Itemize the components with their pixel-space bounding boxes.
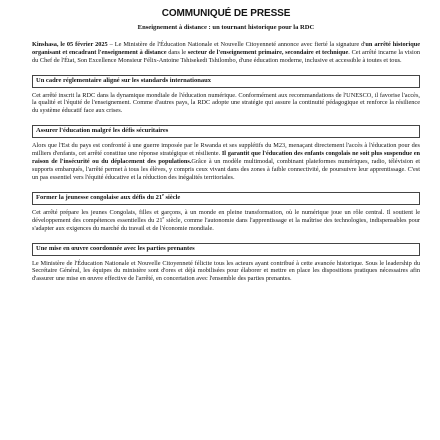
document-title: COMMUNIQUÉ DE PRESSE xyxy=(161,8,291,19)
section-heading-1: Un cadre réglementaire aligné sur les standards internationaux xyxy=(36,76,211,84)
section-body-1: Cet arrêté inscrit la RDC dans la dynamique mondiale de l'éducation numérique. Conformément aux recommandations de l'UNESCO, il favorise l'accès, la qualité et l'équité de l'enseignement. Comme d'autres pays, la RDC adopte une stratégie qui assure la continuité pédagogique et renforce la résilience du système éducatif face aux crises. xyxy=(32,91,420,115)
section-heading-2: Assurer l'éducation malgré les défis sécuritaires xyxy=(36,127,169,135)
section-heading-4: Une mise en œuvre coordonnée avec les parties prenantes xyxy=(36,244,195,252)
section-3-text-1: Cet arrêté prépare les jeunes Congolais, filles et garçons, à un monde en pleine transformation, où le numérique joue un rôle central. Il soutient le développement des compétences essentielles du 21 xyxy=(32,208,420,224)
document-subtitle: Enseignement à distance : un tournant historique pour la RDC xyxy=(137,23,315,31)
section-heading-3 xyxy=(36,191,415,202)
intro-text-2: dans le xyxy=(166,48,188,56)
intro-text-1: – Le Ministère de l'Éducation Nationale et Nouvelle Citoyenneté annonce avec fierté la signature d' xyxy=(107,40,366,48)
section-2-text-1: Alors que l'Est du pays est confronté à une guerre imposée par le Rwanda et ses supplétifs du M23, menaçant directement l'accès à l'éducation pour des milliers d'enfants, cet arrêté constitue une réponse stratégique et résiliente. xyxy=(32,142,420,158)
intro-bold-1: un arrêté historique organisant et encadrant l'enseignement à distance xyxy=(32,40,420,56)
section-3-sup: e xyxy=(162,214,165,220)
dateline: Kinshasa, le 05 février 2025 xyxy=(32,40,108,48)
section-2-bold: Il garantit que l'éducation des enfants congolais ne soit plus suspendue en raison de l'insécurité ou du déplacement des populations. xyxy=(32,150,420,166)
section-body-4: Le Ministère de l'Éducation Nationale et Nouvelle Citoyenneté félicite tous les acteurs ayant contribué à cette avancée historique. Sous le leadership du Secrétaire Général, les équipes du ministère sont d'ores et déjà mobilisées pour élaborer et mettre en place les dispositions pratiques nécessaires afin d'assurer une mise en œuvre effective de l'arrêté, en concertation avec l'ensemble des parties prenantes. xyxy=(32,259,420,283)
section-3-text-2: siècle, comme l'autonomie dans l'apprentissage et la maîtrise des technologies, indispensables pour s'adapter aux exigences du marché du travail et de l'économie mondiale. xyxy=(32,216,420,232)
section-3-heading-sup: e xyxy=(162,191,164,197)
intro-bold-2: secteur de l'enseignement primaire, secondaire et technique xyxy=(187,48,349,56)
section-heading-box-3 xyxy=(32,192,420,205)
section-3-heading-pre: Former la jeunesse congolaise aux défis du 21 xyxy=(36,193,163,201)
section-body-2 xyxy=(32,142,420,182)
section-2-text-2: Grâce à un modèle multimodal, combinant plateformes numériques, radio, télévision et supports embarqués, l'arrêté permet à tous les élèves, y compris ceux vivant dans des zones à faible connectivité, de poursuivre leur apprentissage. C'est un pas essentiel vers l'équité éducative et la réduction des inégalités territoriales. xyxy=(32,158,420,181)
section-3-heading-post: siècle xyxy=(163,193,181,201)
intro-paragraph xyxy=(32,41,420,65)
section-heading-box-1 xyxy=(32,75,420,88)
intro-text-3: . Cet arrêté incarne la vision du Chef de l'État, Son Excellence Monsieur Félix-Antoine Tshisekedi Tshilombo, d'une éducation moderne, inclusive et accessible à toutes et tous. xyxy=(32,48,420,64)
section-body-3 xyxy=(32,209,420,233)
section-heading-box-4 xyxy=(32,243,420,256)
section-heading-box-2 xyxy=(32,125,420,138)
